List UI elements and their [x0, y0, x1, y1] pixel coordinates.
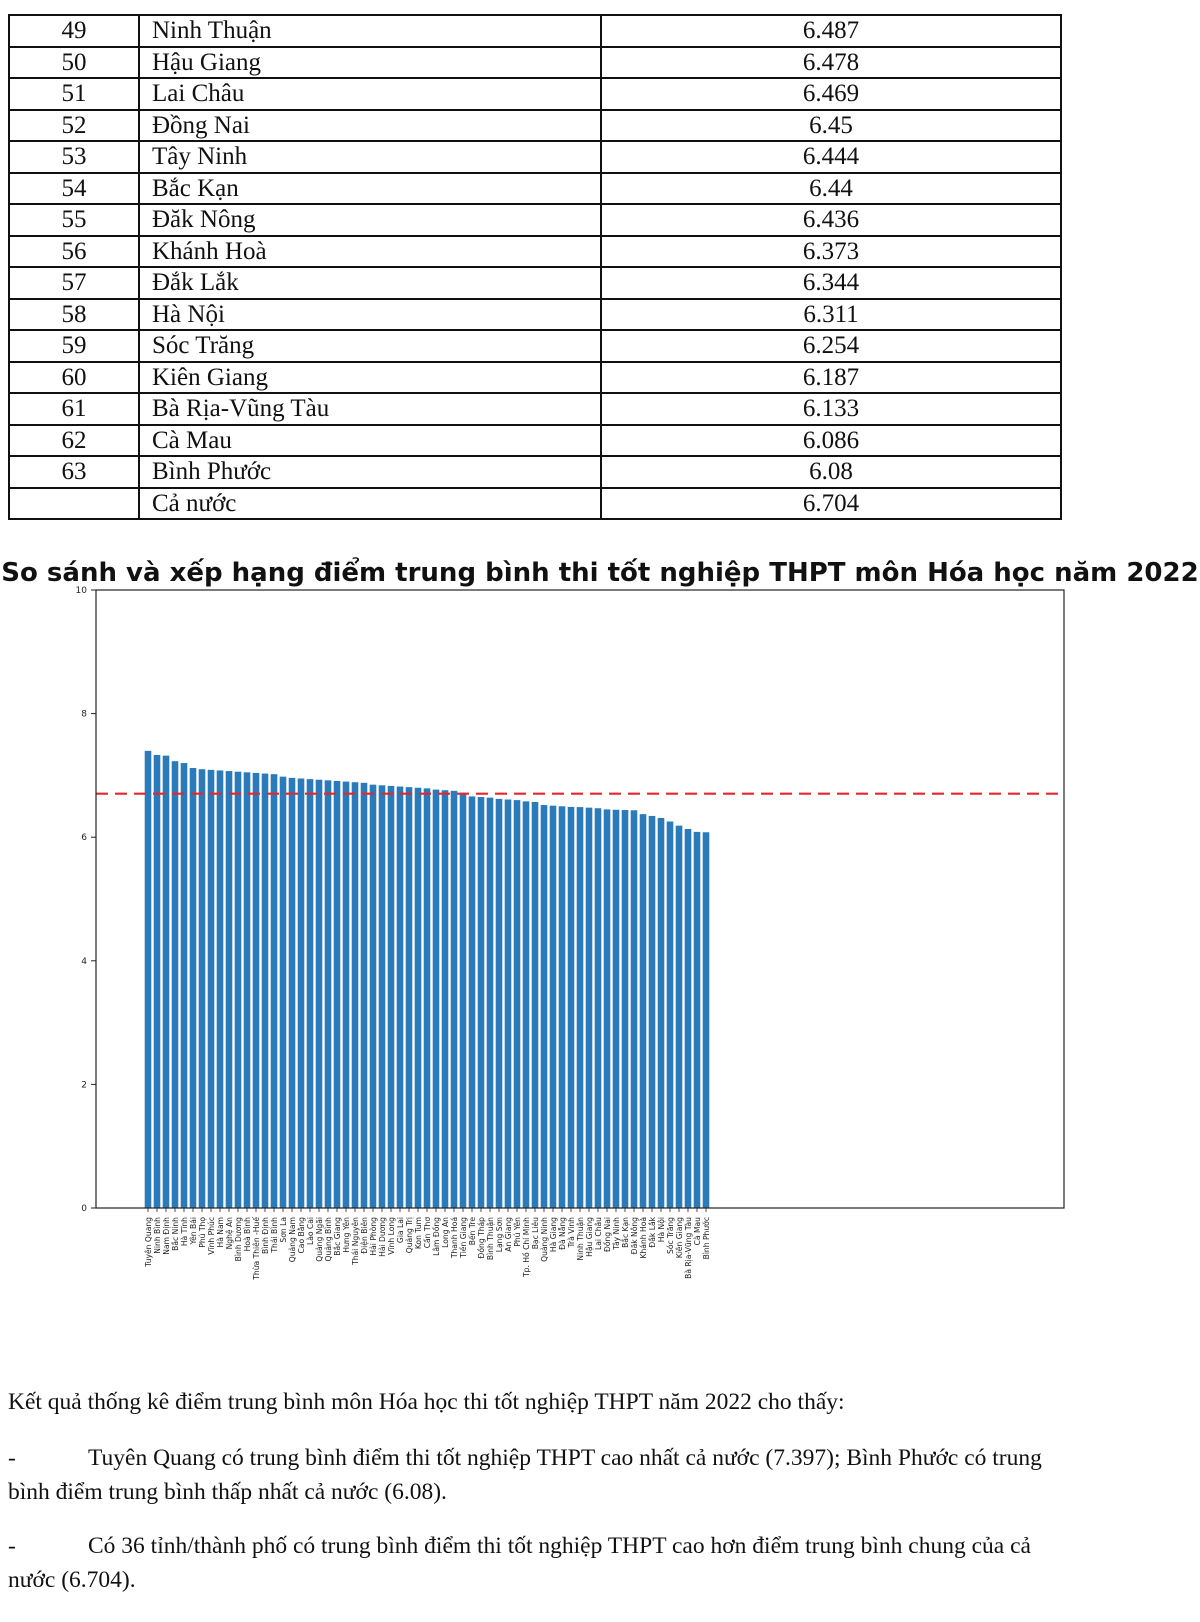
bar	[163, 756, 170, 1208]
x-tick-label: Sơn La	[279, 1217, 288, 1243]
bar	[406, 787, 413, 1208]
ranking-table	[8, 14, 1062, 520]
bar	[316, 780, 323, 1208]
x-tick-label: Sóc Trăng	[666, 1217, 675, 1254]
bar	[280, 777, 287, 1208]
x-tick-label: Hoà Bình	[243, 1217, 252, 1252]
x-tick-label: Nam Định	[162, 1217, 171, 1255]
x-tick-label: Lào Cai	[306, 1217, 315, 1246]
province-cell: Đăk Nông	[139, 204, 601, 236]
bar	[298, 778, 305, 1208]
x-tick-label: Hậu Giang	[585, 1217, 594, 1257]
score-cell: 6.704	[601, 488, 1061, 520]
rank-cell: 52	[9, 110, 139, 142]
summary-bullet-1	[8, 1441, 1068, 1509]
x-tick-label: Quảng Trị	[405, 1217, 414, 1254]
x-tick-label: Hà Tĩnh	[180, 1217, 189, 1247]
bar	[370, 785, 377, 1208]
bar	[505, 800, 512, 1209]
table-row	[9, 236, 1061, 268]
rank-cell: 58	[9, 299, 139, 331]
province-cell: Đắk Lắk	[139, 267, 601, 299]
bar	[676, 826, 683, 1208]
x-tick-label: Bạc Liêu	[531, 1217, 540, 1250]
x-tick-label: Quảng Nam	[288, 1217, 297, 1263]
x-tick-label: Quảng Ninh	[540, 1217, 549, 1262]
bar	[532, 802, 539, 1208]
x-tick-label: Tiền Giang	[459, 1217, 468, 1258]
bar	[199, 769, 206, 1208]
score-cell: 6.487	[601, 15, 1061, 47]
rank-cell: 54	[9, 173, 139, 205]
bullet-marker: -	[8, 1533, 16, 1559]
rank-cell: 62	[9, 425, 139, 457]
province-cell: Cà Mau	[139, 425, 601, 457]
x-tick-label: Đắk Lắk	[648, 1217, 657, 1248]
x-tick-label: Vĩnh Long	[387, 1217, 396, 1255]
rank-cell	[9, 488, 139, 520]
x-tick-label: Đồng Tháp	[477, 1217, 486, 1259]
province-cell: Bà Rịa-Vũng Tàu	[139, 393, 601, 425]
bar	[433, 790, 440, 1208]
table-row	[9, 267, 1061, 299]
score-cell: 6.444	[601, 141, 1061, 173]
x-tick-label: Hà Giang	[549, 1217, 558, 1253]
bar	[604, 809, 611, 1208]
x-tick-label: Vĩnh Phúc	[207, 1217, 216, 1255]
score-cell: 6.08	[601, 456, 1061, 488]
x-tick-label: Đăk Nông	[630, 1217, 639, 1255]
x-tick-label: Lai Châu	[594, 1217, 603, 1250]
bar	[325, 780, 332, 1208]
score-cell: 6.311	[601, 299, 1061, 331]
x-tick-label: Bình Định	[261, 1217, 270, 1254]
province-cell: Đồng Nai	[139, 110, 601, 142]
bar	[595, 808, 602, 1208]
ranking-table-body	[9, 15, 1061, 519]
bar	[217, 770, 224, 1208]
province-cell: Bình Phước	[139, 456, 601, 488]
province-cell: Khánh Hoà	[139, 236, 601, 268]
summary-notes	[8, 1385, 1068, 1617]
table-row	[9, 456, 1061, 488]
x-tick-label: Thái Nguyên	[351, 1217, 360, 1265]
bar	[190, 768, 197, 1208]
y-tick-label: 10	[75, 586, 87, 596]
table-row	[9, 488, 1061, 520]
bar	[244, 772, 251, 1208]
x-tick-label: Quảng Ngãi	[315, 1217, 324, 1262]
x-tick-label: Đà Nẵng	[558, 1217, 567, 1250]
score-cell: 6.45	[601, 110, 1061, 142]
x-tick-label: Thanh Hoá	[450, 1217, 459, 1259]
province-cell: Bắc Kạn	[139, 173, 601, 205]
x-tick-label: An Giang	[504, 1217, 513, 1252]
summary-bullet-2-text: Có 36 tỉnh/thành phố có trung bình điểm thi tốt nghiệp THPT cao hơn điểm trung bình chung của cả nước (6.704).	[8, 1533, 1031, 1593]
x-tick-label: Quảng Bình	[324, 1217, 333, 1262]
x-tick-label: Nghệ An	[225, 1217, 234, 1250]
bar	[145, 751, 152, 1208]
x-tick-label: Bà Rịa-Vũng Tàu	[684, 1217, 693, 1279]
table-row	[9, 204, 1061, 236]
bar	[379, 785, 386, 1208]
y-tick-label: 4	[81, 956, 87, 967]
x-tick-label: Khánh Hoà	[639, 1217, 648, 1259]
x-tick-label: Bắc Kạn	[621, 1217, 630, 1248]
x-tick-label: Hải Phòng	[369, 1217, 378, 1256]
bar	[640, 814, 647, 1208]
bar	[397, 787, 404, 1208]
x-tick-label: Cần Thơ	[423, 1217, 432, 1249]
bar	[253, 773, 260, 1208]
bar	[478, 797, 485, 1208]
x-tick-label: Hải Dương	[378, 1217, 387, 1257]
bar	[424, 788, 431, 1208]
bar	[352, 782, 359, 1208]
summary-bullet-1-text: Tuyên Quang có trung bình điểm thi tốt nghiệp THPT cao nhất cả nước (7.397); Bình Phước có trung bình điểm trung bình thấp nhất cả nước (6.08).	[8, 1445, 1042, 1505]
rank-cell: 60	[9, 362, 139, 394]
x-tick-label: Kiên Giang	[675, 1217, 684, 1259]
x-tick-label: Kon Tum	[414, 1217, 423, 1250]
bar	[550, 806, 557, 1208]
table-row	[9, 15, 1061, 47]
rank-cell: 50	[9, 47, 139, 79]
bar	[271, 774, 278, 1208]
bar	[172, 761, 179, 1208]
y-tick-label: 0	[81, 1204, 87, 1214]
x-tick-label: Bình Thuận	[486, 1217, 495, 1261]
x-tick-label: Bắc Ninh	[171, 1217, 180, 1251]
bar	[154, 755, 161, 1208]
x-tick-label: Hà Nam	[216, 1217, 225, 1248]
x-tick-label: Điện Biên	[360, 1217, 369, 1254]
bar	[559, 806, 566, 1208]
x-tick-label: Đồng Nai	[603, 1217, 612, 1253]
bar	[649, 816, 656, 1208]
x-tick-label: Tp. Hồ Chí Minh	[522, 1217, 531, 1277]
table-row	[9, 393, 1061, 425]
x-tick-label: Thừa Thiên -Huế	[252, 1217, 261, 1280]
rank-cell: 49	[9, 15, 139, 47]
rank-cell: 51	[9, 78, 139, 110]
province-cell: Ninh Thuận	[139, 15, 601, 47]
table-row	[9, 141, 1061, 173]
table-row	[9, 299, 1061, 331]
x-tick-label: Trà Vinh	[567, 1217, 576, 1248]
x-tick-label: Phú Yên	[513, 1217, 522, 1247]
bar	[667, 822, 674, 1209]
x-tick-label: Bắc Giang	[333, 1217, 342, 1256]
province-cell: Hậu Giang	[139, 47, 601, 79]
score-cell: 6.086	[601, 425, 1061, 457]
y-tick-label: 8	[81, 709, 87, 720]
x-tick-label: Yên Bái	[189, 1217, 198, 1245]
province-cell: Kiên Giang	[139, 362, 601, 394]
table-row	[9, 110, 1061, 142]
bar	[289, 778, 296, 1208]
bar	[487, 798, 494, 1208]
bar	[343, 782, 350, 1208]
bar	[631, 810, 638, 1208]
score-cell: 6.44	[601, 173, 1061, 205]
x-tick-label: Bình Phước	[702, 1217, 711, 1260]
bar	[469, 796, 476, 1208]
score-cell: 6.187	[601, 362, 1061, 394]
bar-chart	[0, 586, 1200, 1328]
x-tick-label: Ninh Bình	[153, 1217, 162, 1254]
score-cell: 6.478	[601, 47, 1061, 79]
province-cell: Cả nước	[139, 488, 601, 520]
y-tick-label: 2	[81, 1080, 87, 1091]
bar	[388, 786, 395, 1208]
bar	[181, 763, 188, 1208]
bar	[415, 788, 422, 1208]
rank-cell: 63	[9, 456, 139, 488]
bar	[226, 771, 233, 1208]
bar	[334, 781, 341, 1208]
summary-bullet-2	[8, 1529, 1068, 1597]
table-row	[9, 173, 1061, 205]
x-tick-label: Tây Ninh	[612, 1217, 621, 1250]
bar	[208, 770, 215, 1208]
score-cell: 6.254	[601, 330, 1061, 362]
x-tick-label: Thái Bình	[270, 1217, 279, 1253]
province-cell: Hà Nội	[139, 299, 601, 331]
bar	[496, 799, 503, 1208]
x-tick-label: Phú Thọ	[198, 1217, 207, 1248]
x-tick-label: Lâm Đồng	[432, 1217, 441, 1256]
y-tick-label: 6	[81, 833, 87, 844]
bar	[442, 790, 449, 1208]
bar	[451, 791, 458, 1208]
rank-cell: 57	[9, 267, 139, 299]
table-row	[9, 47, 1061, 79]
x-tick-label: Ninh Thuận	[576, 1217, 585, 1261]
rank-cell: 53	[9, 141, 139, 173]
chart-title: So sánh và xếp hạng điểm trung bình thi tốt nghiệp THPT môn Hóa học năm 2022	[1, 558, 1199, 588]
bar	[361, 783, 368, 1208]
x-tick-label: Bến Tre	[468, 1217, 477, 1246]
x-tick-label: Cà Mau	[693, 1217, 702, 1246]
bar	[622, 810, 629, 1208]
bar	[577, 807, 584, 1208]
rank-cell: 59	[9, 330, 139, 362]
x-tick-label: Hưng Yên	[342, 1217, 351, 1253]
x-tick-label: Gia Lai	[396, 1217, 405, 1244]
table-row	[9, 362, 1061, 394]
province-cell: Lai Châu	[139, 78, 601, 110]
bar	[307, 779, 314, 1208]
table-row	[9, 78, 1061, 110]
x-tick-label: Lạng Sơn	[495, 1217, 504, 1253]
score-cell: 6.436	[601, 204, 1061, 236]
rank-cell: 61	[9, 393, 139, 425]
table-row	[9, 425, 1061, 457]
score-cell: 6.344	[601, 267, 1061, 299]
bar	[262, 774, 269, 1208]
bar	[703, 832, 710, 1208]
bullet-marker: -	[8, 1445, 16, 1471]
summary-intro: Kết quả thống kê điểm trung bình môn Hóa học thi tốt nghiệp THPT năm 2022 cho thấy:	[8, 1389, 845, 1415]
score-cell: 6.133	[601, 393, 1061, 425]
bar	[235, 772, 242, 1208]
bar	[523, 801, 530, 1208]
bar	[460, 793, 467, 1208]
province-cell: Tây Ninh	[139, 141, 601, 173]
rank-cell: 56	[9, 236, 139, 268]
score-cell: 6.373	[601, 236, 1061, 268]
province-cell: Sóc Trăng	[139, 330, 601, 362]
bar	[658, 818, 665, 1208]
x-tick-label: Hà Nội	[657, 1217, 666, 1243]
x-tick-label: Tuyên Quang	[144, 1217, 153, 1267]
score-cell: 6.469	[601, 78, 1061, 110]
bar	[541, 805, 548, 1208]
bar	[514, 800, 521, 1208]
x-tick-label: Bình Dương	[234, 1217, 243, 1262]
bar	[613, 810, 620, 1208]
x-tick-label: Long An	[441, 1217, 450, 1248]
table-row	[9, 330, 1061, 362]
bar	[685, 829, 692, 1208]
bar	[586, 808, 593, 1208]
bar	[694, 832, 701, 1208]
bar	[568, 807, 575, 1208]
rank-cell: 55	[9, 204, 139, 236]
x-tick-label: Cao Bằng	[297, 1217, 306, 1254]
